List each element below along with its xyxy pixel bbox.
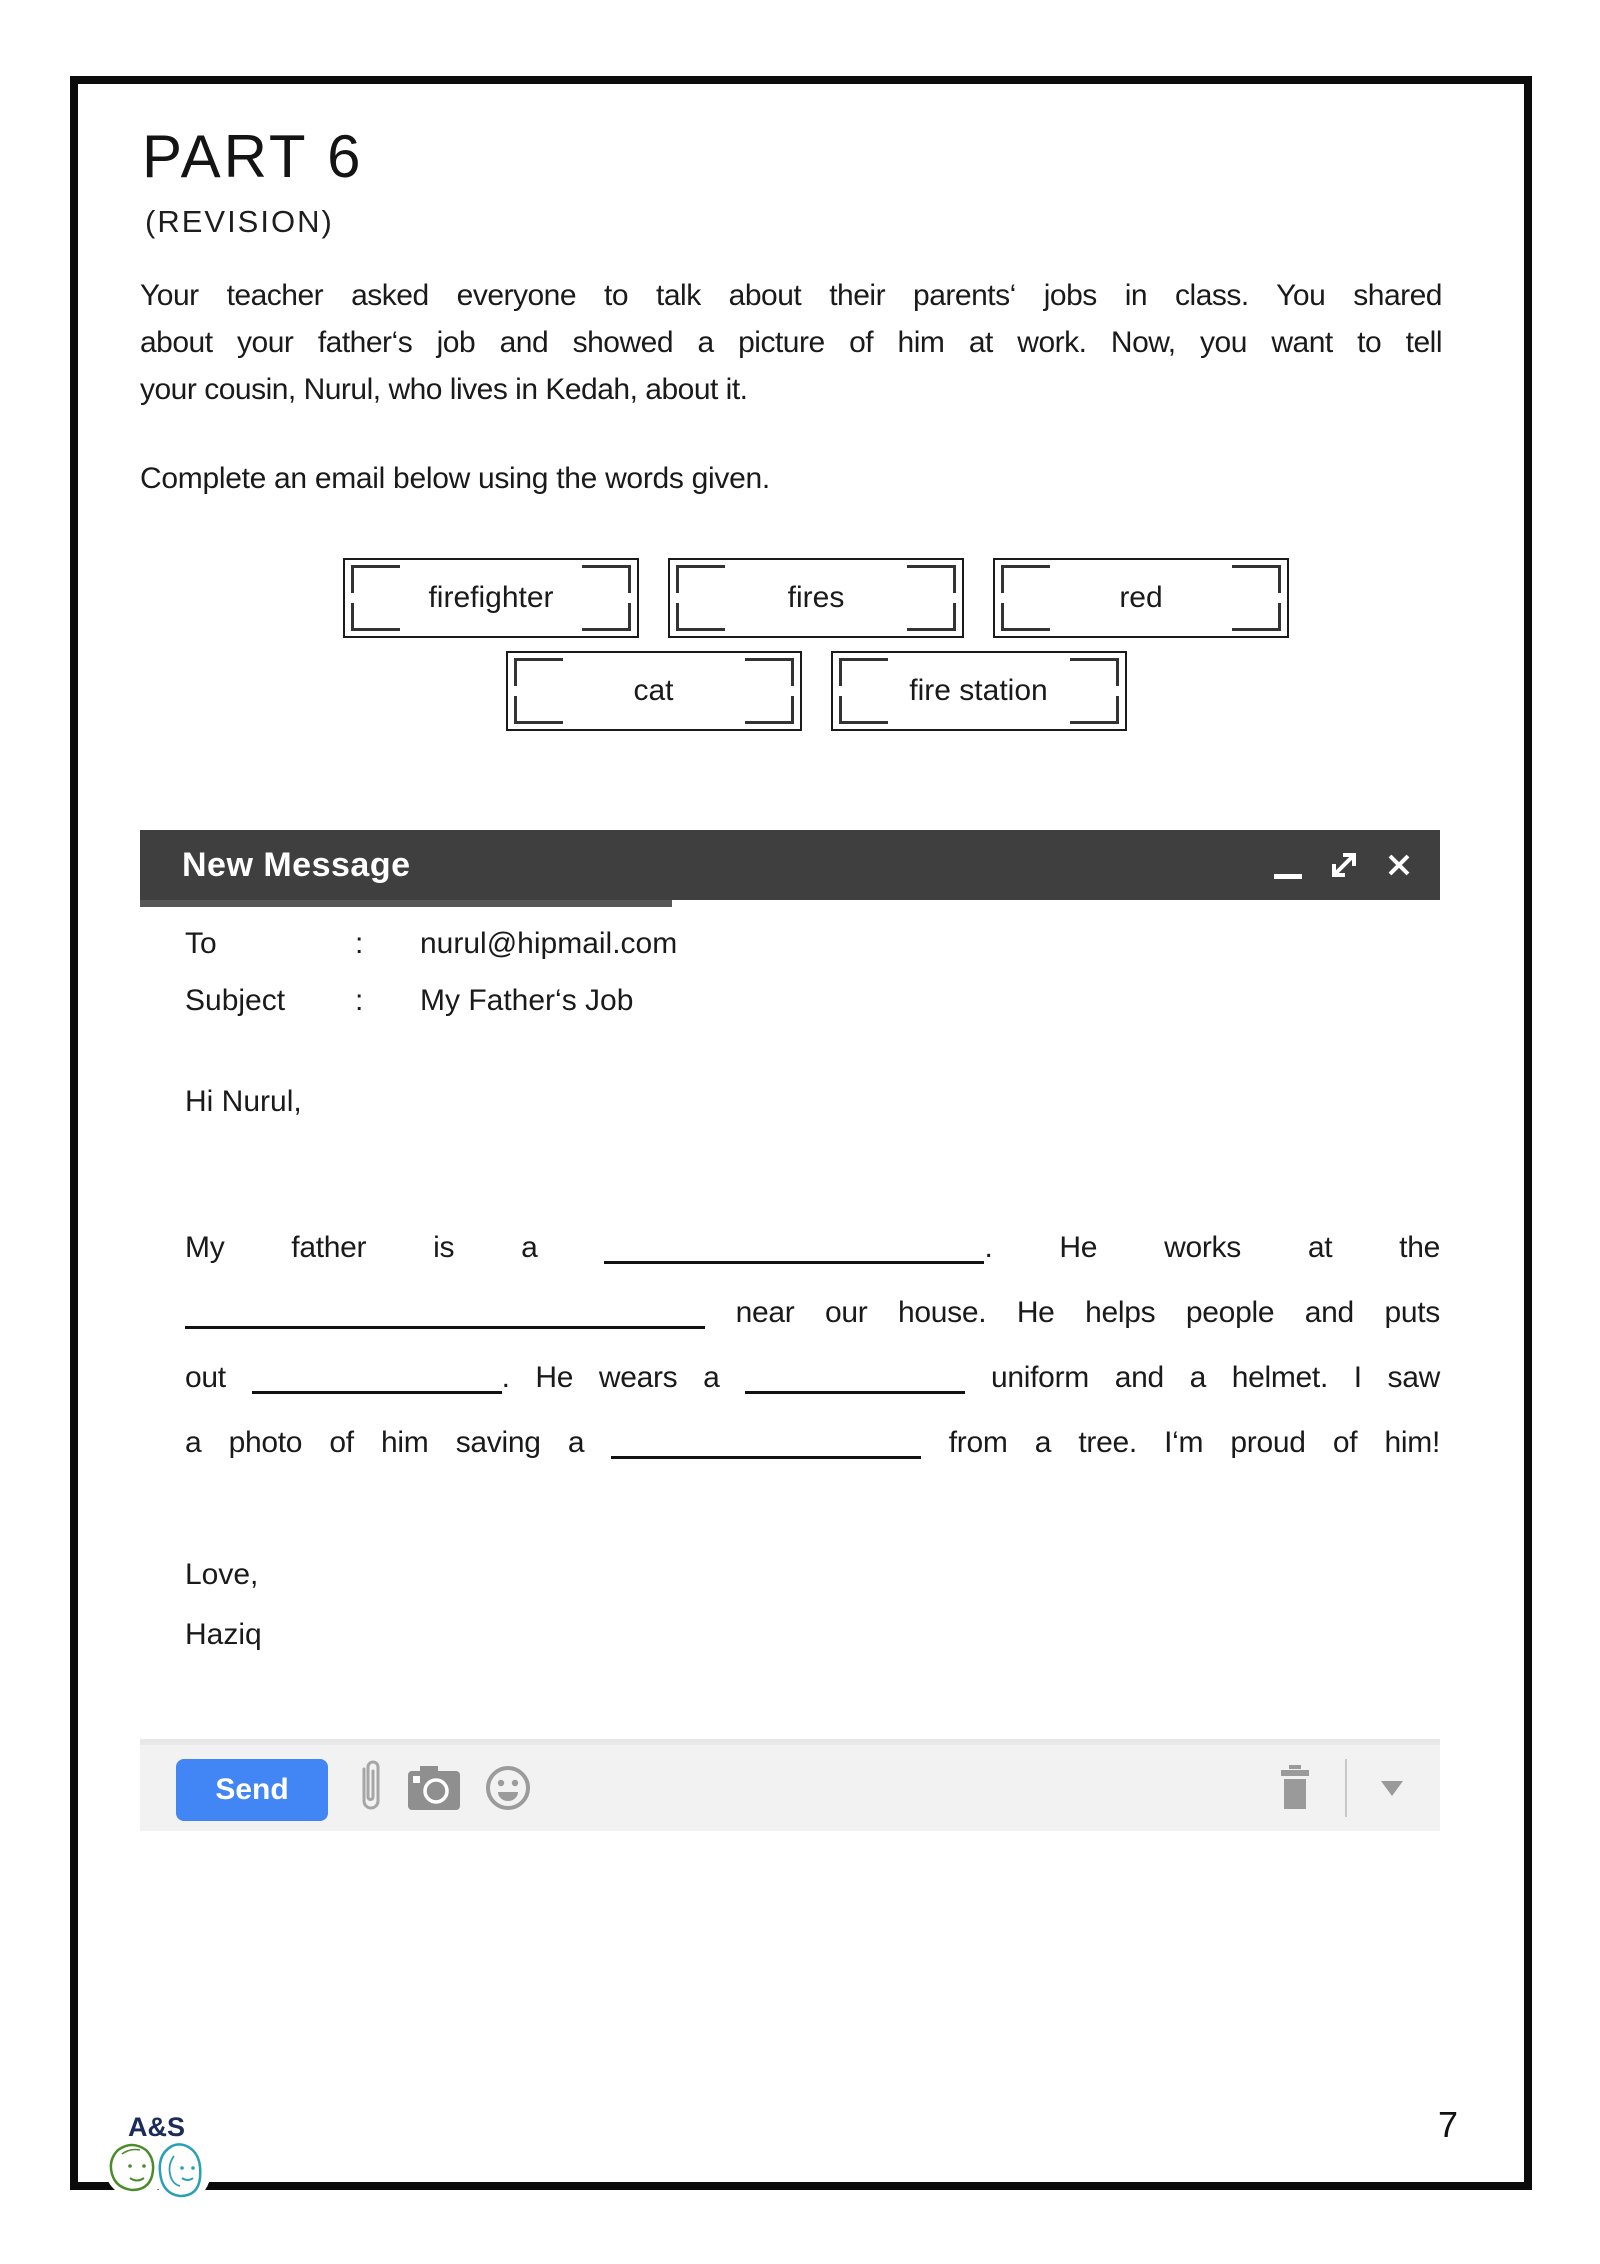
email-body-line: a photo of him saving a from a tree. I‘m proud of him! [185, 1410, 1440, 1475]
field-separator: : [355, 983, 364, 1017]
corner-bracket-icon [514, 696, 563, 724]
send-button[interactable]: Send [176, 1759, 328, 1821]
email-body-line: out . He wears a uniform and a helmet. I saw [185, 1345, 1440, 1410]
titlebar-shadow [140, 900, 672, 907]
answer-blank[interactable] [185, 1292, 705, 1329]
to-field[interactable] [185, 915, 677, 972]
word-bank-row [165, 651, 1467, 731]
word-box-fires [668, 558, 964, 638]
subject-value: My Father‘s Job [420, 983, 634, 1017]
email-closing [185, 1545, 262, 1665]
word-label: fire station [909, 674, 1048, 707]
intro-paragraph [140, 272, 1442, 413]
word-label: fires [787, 581, 845, 614]
compose-toolbar [140, 1739, 1440, 1831]
corner-bracket-icon [676, 565, 725, 593]
field-separator: : [355, 926, 364, 960]
corner-bracket-icon [907, 565, 956, 593]
intro-line: Your teacher asked everyone to talk about their parents‘ jobs in class. You shared [140, 279, 1442, 312]
corner-bracket-icon [745, 696, 794, 724]
word-box-fire-station [831, 651, 1127, 731]
answer-blank[interactable] [745, 1357, 965, 1394]
answer-blank[interactable] [252, 1357, 502, 1394]
logo-text: A&S [128, 2112, 186, 2142]
corner-bracket-icon [839, 658, 888, 686]
email-body-line: near our house. He helps people and puts [185, 1280, 1440, 1345]
signature-name: Haziq [185, 1618, 262, 1651]
word-label: red [1119, 581, 1163, 614]
as-publisher-logo [98, 2106, 210, 2202]
trash-icon[interactable] [1279, 1765, 1311, 1811]
toolbar-divider [1345, 1759, 1347, 1817]
more-options-icon[interactable] [1381, 1781, 1403, 1796]
closing-line: Love, [185, 1558, 259, 1591]
word-box-red [993, 558, 1289, 638]
paperclip-icon[interactable] [358, 1757, 384, 1819]
corner-bracket-icon [676, 603, 725, 631]
word-label: firefighter [428, 581, 554, 614]
corner-bracket-icon [745, 658, 794, 686]
intro-line: your cousin, Nurul, who lives in Kedah, about it. [140, 373, 748, 406]
corner-bracket-icon [1070, 696, 1119, 724]
camera-icon[interactable] [408, 1766, 460, 1810]
answer-blank[interactable] [604, 1227, 984, 1264]
to-value: nurul@hipmail.com [420, 926, 678, 960]
email-greeting: Hi Nurul, [185, 1085, 302, 1118]
email-body-line: My father is a . He works at the [185, 1215, 1440, 1280]
word-box-cat [506, 651, 802, 731]
page-title: PART 6 [142, 123, 364, 190]
email-body [185, 1215, 1440, 1475]
corner-bracket-icon [582, 603, 631, 631]
intro-line: about your father‘s job and showed a picture of him at work. Now, you want to tell [140, 326, 1442, 359]
compose-window [140, 830, 1440, 1831]
corner-bracket-icon [839, 696, 888, 724]
compose-titlebar [140, 830, 1440, 900]
corner-bracket-icon [907, 603, 956, 631]
expand-icon[interactable] [1330, 851, 1358, 879]
email-fields [185, 915, 677, 1029]
corner-bracket-icon [1232, 603, 1281, 631]
instruction-text: Complete an email below using the words given. [140, 462, 770, 495]
close-icon[interactable] [1386, 852, 1412, 878]
word-bank [165, 558, 1467, 744]
minimize-icon[interactable] [1274, 874, 1302, 879]
corner-bracket-icon [582, 565, 631, 593]
corner-bracket-icon [351, 603, 400, 631]
word-label: cat [633, 674, 674, 707]
compose-title: New Message [182, 845, 411, 884]
subject-field[interactable] [185, 972, 677, 1029]
corner-bracket-icon [1070, 658, 1119, 686]
word-bank-row [165, 558, 1467, 638]
corner-bracket-icon [1001, 603, 1050, 631]
emoji-icon[interactable] [484, 1764, 532, 1812]
corner-bracket-icon [514, 658, 563, 686]
page-subtitle: (REVISION) [145, 204, 334, 239]
corner-bracket-icon [351, 565, 400, 593]
corner-bracket-icon [1001, 565, 1050, 593]
subject-label: Subject [185, 983, 286, 1017]
corner-bracket-icon [1232, 565, 1281, 593]
to-label: To [185, 926, 217, 960]
answer-blank[interactable] [611, 1422, 921, 1459]
page-number: 7 [1438, 2104, 1459, 2145]
word-box-firefighter [343, 558, 639, 638]
